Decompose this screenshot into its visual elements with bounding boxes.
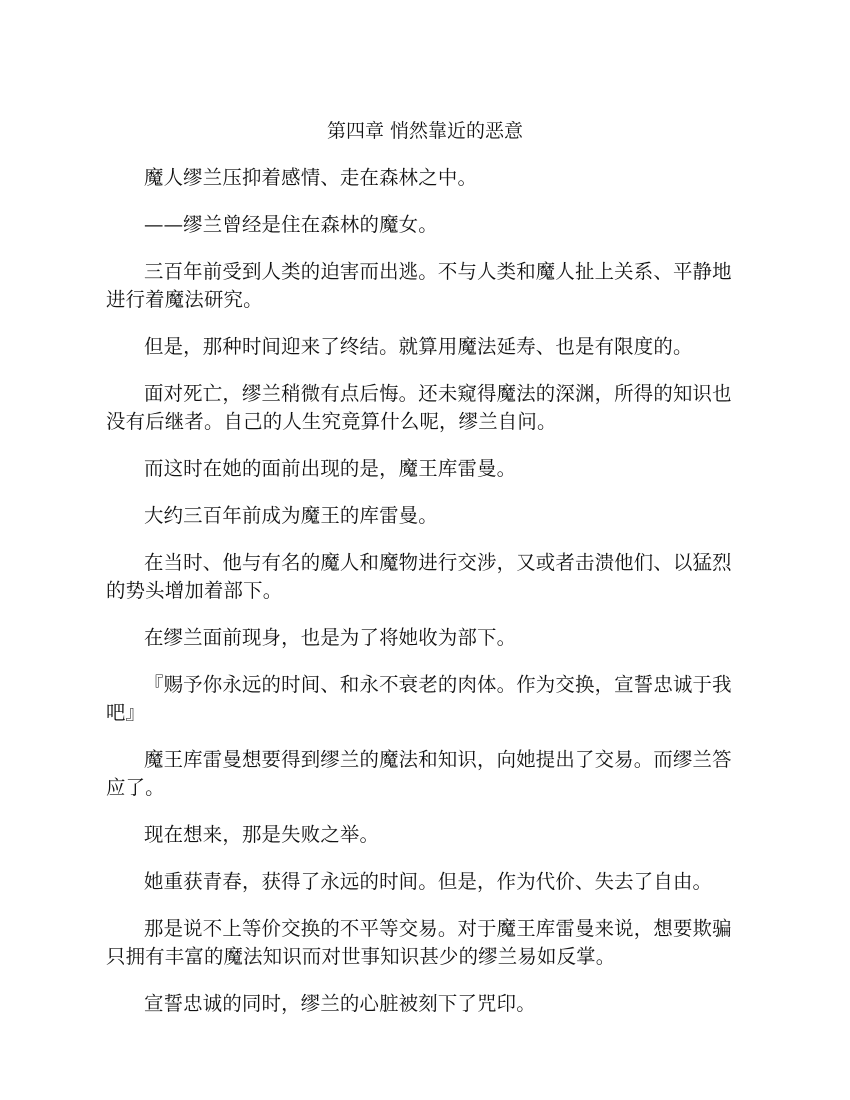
paragraph: 魔人缪兰压抑着感情、走在森林之中。	[144, 166, 478, 189]
paragraph: 而这时在她的面前出现的是，魔王库雷曼。	[144, 457, 517, 480]
paragraph: ——缪兰曾经是住在森林的魔女。	[144, 213, 438, 236]
paragraph: 大约三百年前成为魔王的库雷曼。	[144, 504, 438, 527]
paragraph: 她重获青春，获得了永远的时间。但是，作为代价、失去了自由。	[144, 870, 713, 893]
paragraph: 那是说不上等价交换的不平等交易。对于魔王库雷曼来说，想要欺骗只拥有丰富的魔法知识而对世事知识甚少的缪兰易如反掌。	[106, 917, 732, 968]
paragraph: 在缪兰面前现身，也是为了将她收为部下。	[144, 626, 517, 649]
paragraph: 三百年前受到人类的迫害而出逃。不与人类和魔人扯上关系、平静地进行着魔法研究。	[106, 260, 732, 311]
paragraph: 但是，那种时间迎来了终结。就算用魔法延寿、也是有限度的。	[144, 335, 693, 358]
paragraph: 宣誓忠诚的同时，缪兰的心脏被刻下了咒印。	[144, 992, 536, 1015]
paragraph: 在当时、他与有名的魔人和魔物进行交涉，又或者击溃他们、以猛烈的势头增加着部下。	[106, 551, 732, 602]
paragraph: 魔王库雷曼想要得到缪兰的魔法和知识，向她提出了交易。而缪兰答应了。	[106, 748, 732, 799]
paragraph: 『赐予你永远的时间、和永不衰老的肉体。作为交换，宣誓忠诚于我吧』	[106, 673, 732, 724]
paragraph: 面对死亡，缪兰稍微有点后悔。还未窥得魔法的深渊，所得的知识也没有后继者。自己的人生究竟算什么呢，缪兰自问。	[106, 382, 732, 433]
chapter-title: 第四章 悄然靠近的恶意	[326, 120, 524, 142]
paragraph: 现在想来，那是失败之举。	[144, 823, 380, 846]
